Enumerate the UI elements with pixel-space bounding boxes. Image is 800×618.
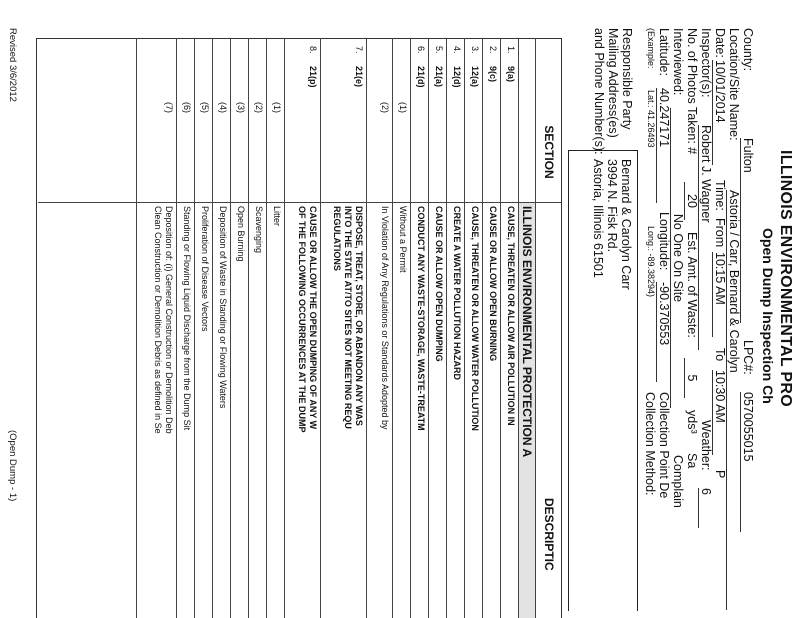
row-number: 1.: [506, 46, 516, 54]
row-description: CAUSE OR ALLOW OPEN DUMPING: [434, 206, 444, 362]
table-row: [231, 38, 249, 618]
table-banner: ILLINOIS ENVIRONMENTAL PROTECTION A: [519, 202, 535, 618]
waste-unit: yds³: [685, 410, 699, 434]
row-section: (1): [272, 102, 282, 113]
section-column-header: SECTION: [542, 125, 556, 179]
interviewed-field[interactable]: No One On Site: [670, 108, 685, 408]
row-section: (5): [200, 102, 210, 113]
date-label: Date:: [713, 28, 727, 58]
table-row: [285, 38, 321, 618]
time-p-label: P: [713, 470, 727, 479]
row-section: 12(d): [452, 66, 462, 88]
table-row: [195, 38, 213, 618]
inspectors-label: Inspector(s):: [699, 28, 713, 98]
county-field[interactable]: Fulton: [740, 138, 755, 323]
row-description: INTO THE STATE AT/TO SITES NOT MEETING REQU: [343, 206, 353, 429]
row-number: 5.: [434, 46, 444, 54]
page-reference: (Open Dump - 1): [7, 430, 18, 502]
responsible-name: Bernard & Carolyn Carr: [619, 159, 633, 290]
inspectors-field[interactable]: Robert J. Wagner: [698, 125, 713, 350]
row-number: 4.: [452, 46, 462, 54]
date-field[interactable]: 10/01/2014: [712, 60, 727, 165]
example-label: (Example:: [646, 28, 656, 69]
row-description: CAUSE OR ALLOW THE OPEN DUMPING OF ANY W: [308, 206, 318, 430]
responsible-party-label: Responsible Party Mailing Address(es) and Phone Number(s):: [592, 28, 634, 155]
row-description: Proliferation of Disease Vectors: [200, 206, 210, 332]
lpc-label: LPC#:: [741, 340, 755, 375]
time-label: Time:: [713, 180, 727, 211]
example-latitude: Lat.: 41.26493: [646, 90, 656, 148]
table-row: [137, 38, 177, 618]
row-description: Scavenging: [254, 206, 264, 254]
row-description: CAUSE, THREATEN OR ALLOW WATER POLLUTION: [470, 206, 480, 431]
photos-label: No. of Photos Taken: #: [685, 28, 699, 155]
row-number: 8.: [308, 46, 318, 54]
waste-label: Est. Amt. of Waste:: [685, 232, 699, 338]
table-row: [367, 38, 393, 618]
row-description: REGULATIONS: [332, 206, 342, 271]
row-number: 3.: [470, 46, 480, 54]
row-section: (6): [182, 102, 192, 113]
table-row: [411, 38, 429, 618]
row-description: Deposition of Waste in Standing or Flowing Waters: [218, 206, 228, 409]
row-description: CAUSE OR ALLOW OPEN BURNING: [488, 206, 498, 362]
collection-point-label: Collection Point De: [657, 392, 671, 499]
table-row: [321, 38, 367, 618]
table-row: [249, 38, 267, 618]
row-description: Open Burning: [236, 206, 246, 262]
responsible-party-box[interactable]: [568, 150, 638, 611]
time-to-field[interactable]: 10:30 AM: [712, 370, 727, 455]
table-row: [447, 38, 465, 618]
agency-title: ILLINOIS ENVIRONMENTAL PRO: [777, 150, 794, 407]
row-section: 21(p): [308, 66, 318, 88]
row-section: 21(e): [354, 66, 364, 88]
row-section: 9(c): [488, 66, 498, 83]
row-section: (3): [236, 102, 246, 113]
row-section: (1): [398, 102, 408, 113]
weather-label: Weather:: [699, 420, 713, 471]
responsible-city: Astoria, Illinois 61501: [591, 159, 605, 278]
complaint-label: Complain: [671, 455, 685, 508]
row-description: CREATE A WATER POLLUTION HAZARD: [452, 206, 462, 380]
responsible-address: 3994 N. Fisk Rd.: [605, 159, 619, 253]
location-field[interactable]: Astoria / Carr, Bernard & Carolyn: [726, 190, 741, 610]
county-label: County:: [741, 28, 755, 72]
row-description: Clean Construction or Demolition Debris as defined in Se: [153, 206, 163, 434]
row-section: (4): [218, 102, 228, 113]
row-description: Without a Permit: [398, 206, 408, 273]
latitude-field[interactable]: 40.247171: [656, 88, 671, 203]
row-description: CAUSE, THREATEN OR ALLOW AIR POLLUTION IN: [506, 206, 516, 426]
waste-tail-label: Sa: [685, 453, 699, 469]
row-section: (7): [164, 102, 174, 113]
table-row: [483, 38, 501, 618]
time-from-label: From: [713, 218, 727, 248]
example-longitude: Long.: -89.38294): [646, 226, 656, 298]
photos-field[interactable]: 20: [684, 182, 699, 220]
interviewed-label: Interviewed:: [671, 28, 685, 96]
revised-date: Revised 3/6/2012: [7, 28, 18, 102]
longitude-field[interactable]: -90.370553: [656, 282, 671, 382]
row-section: (2): [380, 102, 390, 113]
row-section: 12(a): [470, 66, 480, 88]
row-section: 9(a): [506, 66, 516, 83]
row-description: DISPOSE, TREAT, STORE, OR ABANDON ANY WAS: [354, 206, 364, 426]
waste-field[interactable]: 5: [684, 358, 699, 398]
table-row: [177, 38, 195, 618]
row-number: 7.: [354, 46, 364, 54]
collection-method-label: Collection Method:: [643, 392, 657, 496]
row-description: OF THE FOLLOWING OCCURRENCES AT THE DUMP: [297, 206, 307, 433]
location-label: Location/Site Name:: [727, 28, 741, 141]
row-description: CONDUCT ANY WASTE-STORAGE, WASTE-TREATM: [416, 206, 426, 431]
table-row: [465, 38, 483, 618]
longitude-label: Longitude:: [657, 212, 671, 271]
row-description: Standing or Flowing Liquid Discharge from the Dump Sit: [182, 206, 192, 431]
latitude-label: Latitude:: [657, 28, 671, 76]
table-row: [267, 38, 285, 618]
row-description: Deposition of: (i) General Construction or Demolition Deb: [164, 206, 174, 434]
row-section: (2): [254, 102, 264, 113]
table-row: [393, 38, 411, 618]
row-number: 2.: [488, 46, 498, 54]
row-section: 21(d): [416, 66, 426, 88]
description-column-header: DESCRIPTIC: [542, 498, 556, 571]
time-to-label: To: [713, 348, 727, 362]
row-section: 21(a): [434, 66, 444, 88]
lpc-field[interactable]: 0570055015: [740, 392, 755, 532]
row-description: Litter: [272, 206, 282, 227]
table-row: [501, 38, 519, 618]
table-row: [429, 38, 447, 618]
form-title: Open Dump Inspection Ch: [760, 228, 776, 404]
time-from-field[interactable]: 10:15 AM: [712, 252, 727, 337]
row-number: 6.: [416, 46, 426, 54]
row-divider: [136, 38, 137, 618]
table-row: [213, 38, 231, 618]
weather-field[interactable]: 6: [698, 488, 713, 528]
row-description: In Violation of Any Regulations or Standards Adopted by: [380, 206, 390, 430]
